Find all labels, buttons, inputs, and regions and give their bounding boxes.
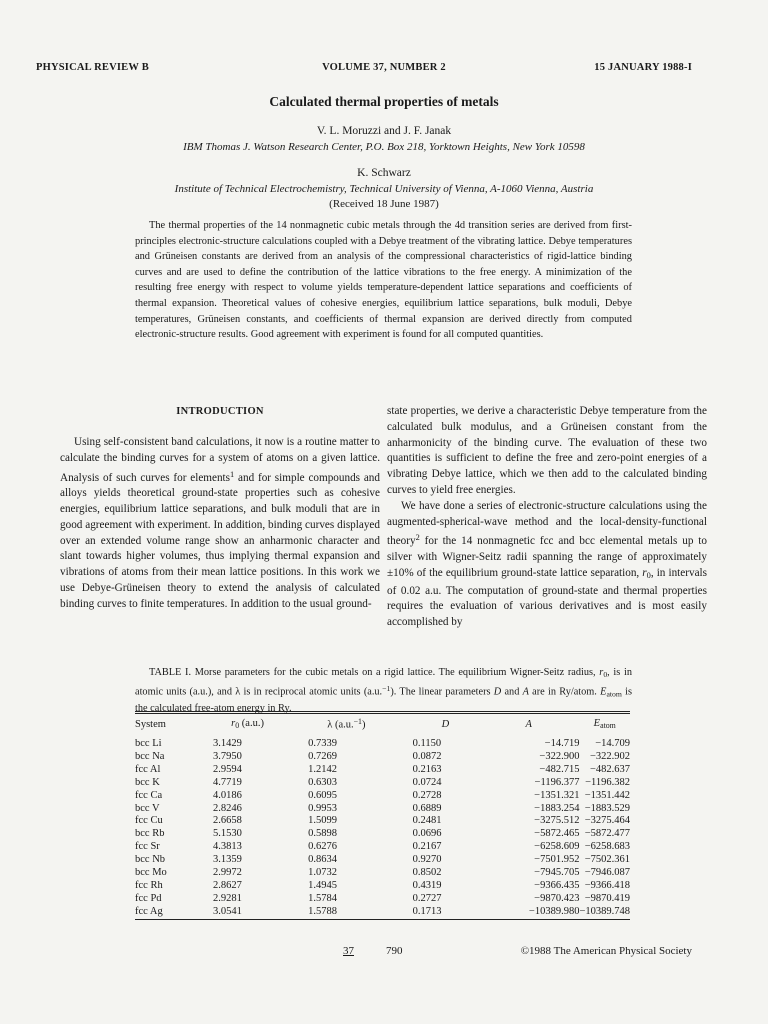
cell-e-atom: −322.902 — [589, 750, 630, 762]
cell-system: bcc Mo — [135, 867, 167, 879]
cell-d: 0.2167 — [412, 841, 442, 853]
cell-e-atom: −6258.683 — [584, 841, 630, 853]
authors-first: V. L. Moruzzi and J. F. Janak — [316, 125, 452, 137]
cell-lambda: 0.7339 — [308, 738, 337, 749]
cell-system: fcc Al — [135, 763, 161, 775]
col-header-r0: $r_0$ (a.u.) — [231, 718, 264, 730]
cell-e-atom: −14.709 — [595, 738, 630, 749]
cell-lambda: 0.9953 — [308, 802, 337, 814]
cell-system: fcc Rh — [135, 879, 163, 891]
table-row — [135, 790, 630, 803]
issue-date: 15 JANUARY 1988-I — [594, 62, 692, 73]
cell-d: 0.2481 — [412, 815, 442, 827]
table-row — [135, 880, 630, 893]
cell-a: −5872.465 — [534, 828, 580, 840]
footer-copyright: ©1988 The American Physical Society — [520, 945, 692, 957]
table-row — [135, 815, 630, 828]
cell-a: −14.719 — [544, 738, 580, 749]
section-heading: INTRODUCTION — [176, 406, 264, 417]
cell-a: −7501.952 — [534, 854, 580, 866]
cell-system: bcc V — [135, 802, 160, 814]
reference-mark: 1 — [230, 469, 235, 479]
cell-lambda: 1.5099 — [308, 815, 337, 827]
cell-lambda: 1.0732 — [308, 867, 337, 879]
cell-e-atom: −7946.087 — [584, 867, 630, 879]
journal-name: PHYSICAL REVIEW B — [36, 62, 149, 73]
cell-system: fcc Pd — [135, 892, 162, 904]
paragraph: We have done a series of electronic-structure calculations using the augmented-spherical-wave method and the local-density-functional theory$^2$ for the 14 nonmagnetic fcc and bcc elemental metals up to silver with Wigner-Seitz radii spanning the range of approximately ±10% of the equilibrium ground-state lattice separation, $r_0$, in intervals of 0.02 a.u. The computation of ground-state and thermal properties requires the evaluation of various derivatives and is most easily accomplished by — [387, 499, 707, 629]
cell-e-atom: −9870.419 — [584, 892, 630, 904]
cell-e-atom: −1883.529 — [584, 802, 630, 814]
cell-r0: 5.1530 — [212, 828, 242, 840]
cell-a: −9366.435 — [534, 879, 580, 891]
cell-r0: 2.9972 — [212, 867, 242, 879]
table-row — [135, 734, 630, 751]
cell-system: bcc Li — [135, 738, 162, 749]
cell-d: 0.1150 — [412, 738, 442, 749]
cell-a: −322.900 — [539, 750, 580, 762]
cell-system: fcc Sr — [135, 841, 160, 853]
col-header-lambda: λ (a.u.$^{-1}$) — [327, 717, 366, 731]
cell-system: fcc Ca — [135, 789, 163, 801]
table-row — [135, 751, 630, 764]
table-header-row — [135, 714, 630, 734]
cell-r0: 2.6658 — [212, 815, 242, 827]
paragraph: state properties, we derive a characteristic Debye temperature from the calculated bulk modulus, and a Grüneisen constant from the anharmonicity of the binding curve. The evaluation of these two quantities is sufficient to define the free and zero-point energies of a vibrating Debye lattice, which we then add to the calculated binding curves to yield free energies. — [387, 405, 707, 496]
cell-r0: 4.3813 — [212, 841, 242, 853]
cell-system: bcc Rb — [135, 828, 165, 840]
cell-d: 0.0872 — [412, 750, 442, 762]
cell-e-atom: −1196.382 — [585, 776, 630, 788]
cell-r0: 3.1359 — [212, 854, 242, 866]
table-row — [135, 777, 630, 790]
cell-lambda: 1.5788 — [308, 905, 337, 917]
cell-system: bcc Na — [135, 750, 165, 762]
cell-lambda: 0.6095 — [308, 789, 337, 801]
table-row — [135, 764, 630, 777]
affiliation-second: Institute of Technical Electrochemistry, Technical University of Vienna, A-1060 Vienna, Austria — [174, 183, 594, 195]
cell-a: −1883.254 — [534, 802, 580, 814]
affiliation-first: IBM Thomas J. Watson Research Center, P.O. Box 218, Yorktown Heights, New York 10598 — [183, 141, 585, 153]
cell-d: 0.4319 — [412, 879, 442, 891]
cell-lambda: 1.2142 — [308, 763, 337, 775]
cell-d: 0.0724 — [412, 776, 442, 788]
column-right — [387, 404, 707, 631]
footer-volume: 37 — [343, 945, 354, 957]
cell-system: bcc K — [135, 776, 160, 788]
cell-r0: 2.8246 — [212, 802, 242, 814]
abstract: The thermal properties of the 14 nonmagnetic cubic metals through the 4d transition series are derived from first-principles electronic-structure calculations coupled with a Debye treatment of the vibrating lattice. Debye temperatures and Grüneisen constants are derived from an analysis of the compressional characteristics of rigid-lattice binding curves and are used to define the contribution of the lattice vibrations to the free energy. A minimization of the resulting free energy with respect to volume yields temperature-dependent lattice separations and coefficients of thermal expansion. Theoretical values of cohesive energies, equilibrium lattice separations, bulk moduli, Debye temperatures, Grüneisen constants, and coefficients of thermal expansion are derived directly from computed electronic-structure results. Good agreement with experiment is found for all computed quantities. — [135, 220, 632, 341]
cell-e-atom: −5872.477 — [584, 828, 630, 840]
paragraph: Using self-consistent band calculations, it now is a routine matter to calculate the binding curves for a system of atoms on a given lattice. Analysis of such curves for elements$^1$ and for simple compounds and alloys yields theoretical ground-state properties such as cohesive energies, equilibrium lattice separations, and bulk moduli that are in good agreement with experiment. In addition, binding curves displayed over an extended volume range show an anharmonic character and slant towards higher volumes, thus implying thermal expansion and vibrations of atoms from their mean lattice positions. In this work we use Debye-Grüneisen theory to extend the analysis of calculated binding curves to finite temperatures. In addition to the usual ground- — [60, 436, 380, 610]
cell-a: −6258.609 — [534, 841, 580, 853]
volume-number: VOLUME 37, NUMBER 2 — [322, 62, 446, 73]
table-caption: TABLE I. Morse parameters for the cubic metals on a rigid lattice. The equilibrium Wigner-Seitz radius, $r_0$, is in atomic units (a.u.), and λ is in reciprocal atomic units (a.u.$^{-1}$). The linear parameters D and A are in Ry/atom. $E_{atom}$ is the calculated free-atom energy in Ry. — [135, 667, 632, 715]
table-row — [135, 867, 630, 880]
cell-a: −482.715 — [539, 763, 580, 775]
column-left — [60, 404, 380, 613]
cell-a: −1196.377 — [534, 776, 580, 788]
cell-lambda: 1.5784 — [308, 892, 337, 904]
cell-a: −1351.321 — [534, 789, 580, 801]
cell-e-atom: −3275.464 — [584, 815, 630, 827]
paper-title: Calculated thermal properties of metals — [269, 94, 499, 109]
cell-system: fcc Cu — [135, 815, 163, 827]
footer-page-number: 790 — [386, 945, 403, 957]
cell-d: 0.2728 — [412, 789, 442, 801]
cell-lambda: 1.4945 — [308, 879, 337, 891]
cell-r0: 3.1429 — [212, 738, 242, 749]
table-bottom-rule — [135, 919, 630, 920]
cell-d: 0.6889 — [412, 802, 442, 814]
cell-lambda: 0.6303 — [308, 776, 337, 788]
cell-r0: 3.7950 — [212, 750, 242, 762]
col-header-a: A — [525, 718, 532, 730]
authors-second: K. Schwarz — [357, 167, 411, 179]
cell-e-atom: −7502.361 — [584, 854, 630, 866]
cell-r0: 4.7719 — [212, 776, 242, 788]
col-header-e-atom: $E_{atom}$ — [593, 718, 616, 730]
cell-lambda: 0.7269 — [308, 750, 337, 762]
cell-d: 0.9270 — [412, 854, 442, 866]
received-date: (Received 18 June 1987) — [329, 198, 439, 210]
morse-parameters-table — [135, 711, 630, 920]
table-row — [135, 803, 630, 816]
cell-e-atom: −9366.418 — [584, 879, 630, 891]
cell-d: 0.8502 — [412, 867, 442, 879]
table-row — [135, 906, 630, 919]
cell-a: −3275.512 — [534, 815, 580, 827]
reference-mark: 2 — [415, 533, 420, 543]
table-row — [135, 893, 630, 906]
cell-lambda: 0.6276 — [308, 841, 337, 853]
table-row — [135, 828, 630, 841]
cell-d: 0.2163 — [412, 763, 442, 775]
col-header-d: D — [441, 718, 450, 730]
cell-a: −10389.980 — [528, 905, 580, 917]
cell-e-atom: −1351.442 — [584, 789, 630, 801]
cell-d: 0.2727 — [412, 892, 442, 904]
cell-lambda: 0.5898 — [308, 828, 337, 840]
cell-a: −7945.705 — [534, 867, 580, 879]
table-row — [135, 841, 630, 854]
cell-r0: 2.9281 — [212, 892, 242, 904]
cell-r0: 2.8627 — [212, 879, 242, 891]
cell-d: 0.0696 — [412, 828, 442, 840]
cell-system: fcc Ag — [135, 905, 163, 917]
cell-lambda: 0.8634 — [308, 854, 337, 866]
cell-d: 0.1713 — [412, 905, 442, 917]
cell-a: −9870.423 — [534, 892, 580, 904]
cell-r0: 3.0541 — [212, 905, 242, 917]
cell-r0: 4.0186 — [212, 789, 242, 801]
table-row — [135, 854, 630, 867]
cell-system: bcc Nb — [135, 854, 166, 866]
cell-e-atom: −10389.748 — [579, 905, 630, 917]
cell-r0: 2.9594 — [212, 763, 242, 775]
col-header-system: System — [135, 718, 166, 730]
cell-e-atom: −482.637 — [589, 763, 630, 775]
